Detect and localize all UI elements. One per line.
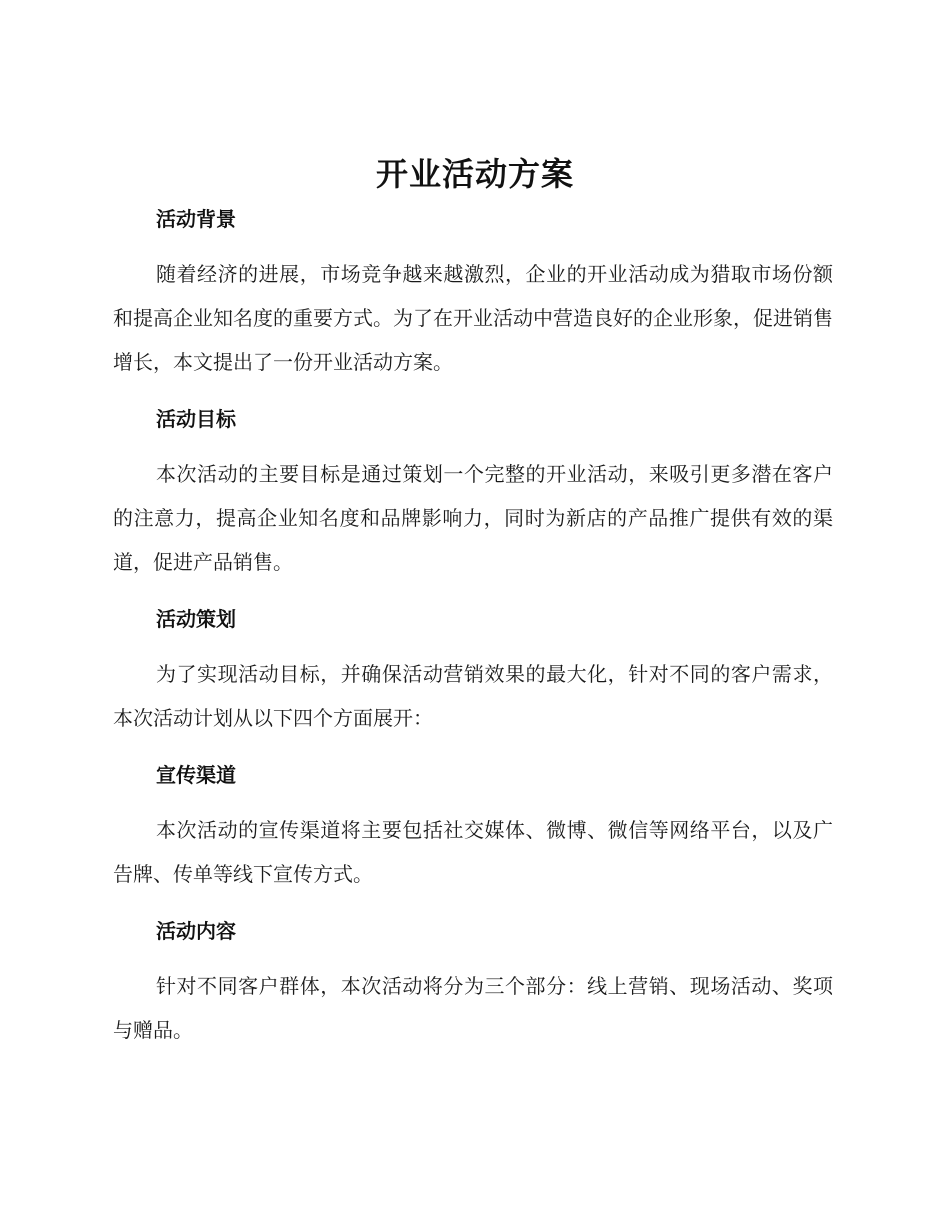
section-heading: 活动目标	[156, 407, 236, 431]
section-background	[113, 200, 833, 384]
section-planning	[113, 600, 833, 740]
section-paragraph: 针对不同客户群体，本次活动将分为三个部分：线上营销、现场活动、奖项与赠品。	[113, 974, 833, 1042]
section-channels	[113, 756, 833, 896]
section-goals	[113, 400, 833, 584]
section-heading: 活动背景	[156, 207, 236, 231]
section-heading: 活动内容	[156, 919, 236, 943]
section-paragraph: 本次活动的宣传渠道将主要包括社交媒体、微博、微信等网络平台，以及广告牌、传单等线下宣传方式。	[113, 818, 833, 886]
section-heading: 活动策划	[156, 607, 236, 631]
document-content	[113, 200, 833, 1052]
document-title: 开业活动方案	[375, 155, 574, 193]
section-paragraph: 随着经济的进展，市场竞争越来越激烈，企业的开业活动成为猎取市场份额和提高企业知名度的重要方式。为了在开业活动中营造良好的企业形象，促进销售增长，本文提出了一份开业活动方案。	[113, 262, 833, 374]
section-heading: 宣传渠道	[156, 763, 236, 787]
section-activities	[113, 912, 833, 1052]
section-paragraph: 本次活动的主要目标是通过策划一个完整的开业活动，来吸引更多潜在客户的注意力，提高企业知名度和品牌影响力，同时为新店的产品推广提供有效的渠道，促进产品销售。	[113, 462, 833, 574]
section-paragraph: 为了实现活动目标，并确保活动营销效果的最大化，针对不同的客户需求，本次活动计划从以下四个方面展开：	[113, 662, 833, 730]
